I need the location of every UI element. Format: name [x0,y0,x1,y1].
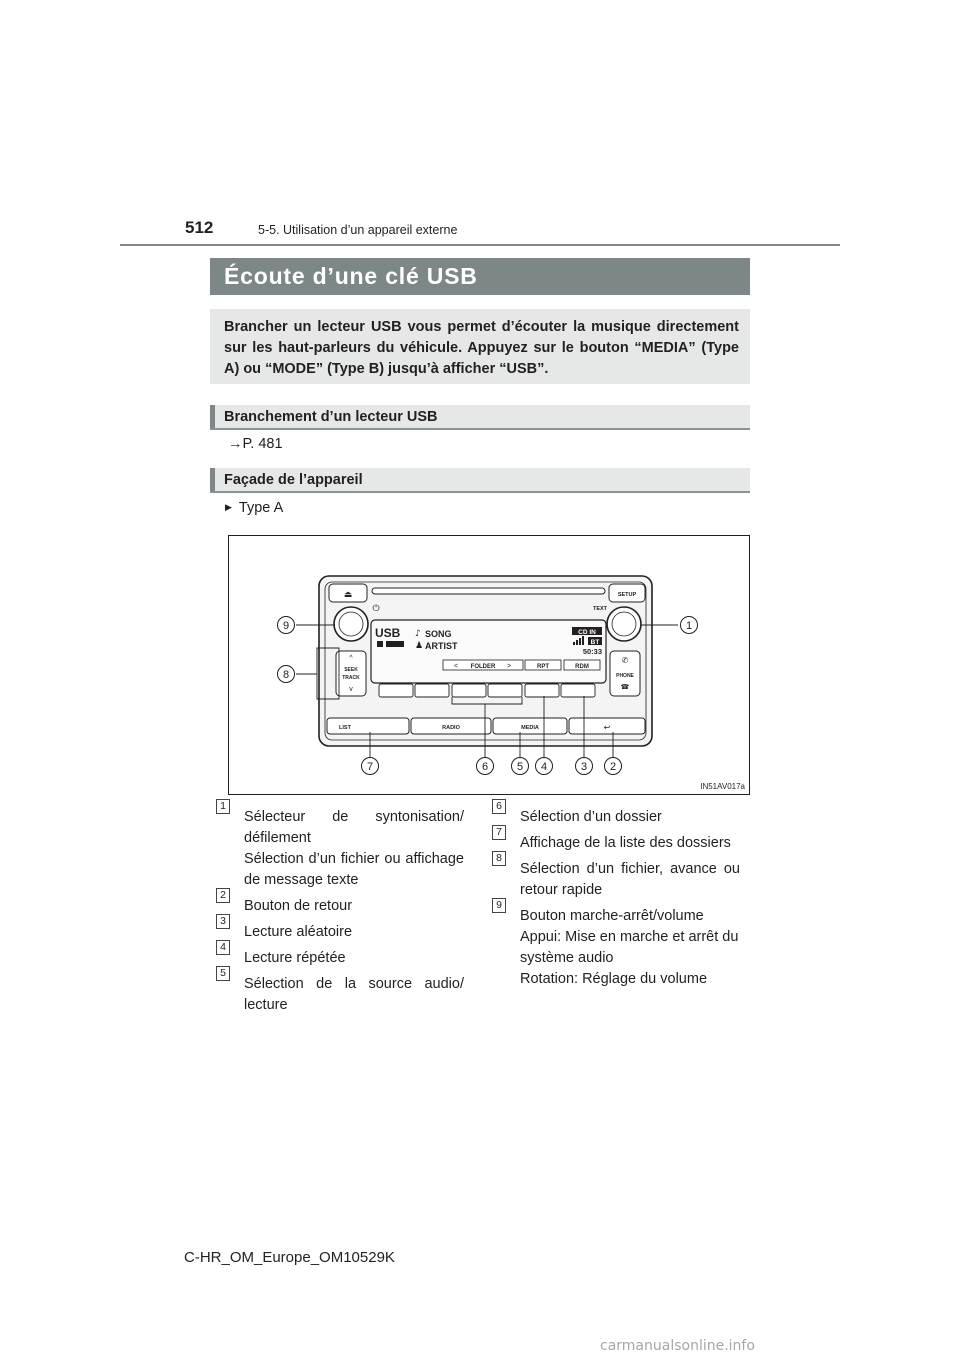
setup-label: SETUP [617,592,637,598]
subsection-title: Branchement d’un lecteur USB [224,409,438,425]
svg-text:5: 5 [516,761,524,773]
legend-text-line: Appui: Mise en marche et arrêt du [520,929,739,945]
radio-label: RADIO [442,725,460,731]
legend-text-line: de message texte [244,872,359,888]
power-icon: ⏻ [372,604,380,614]
callout-3 [576,758,593,775]
callout-6 [477,758,494,775]
callout-8 [278,666,295,683]
media-label: MEDIA [521,725,539,731]
hang-up-icon: ☎ [620,683,630,691]
legend-text-line: Bouton marche-arrêt/volume [520,908,704,924]
svg-text:3: 3 [580,761,588,773]
legend-text-line: Bouton de retour [244,898,353,914]
svg-text:2: 2 [609,761,617,773]
display-source: USB [375,626,401,640]
display-artist: ARTIST [425,641,458,651]
section-title: 5-5. Utilisation d’un appareil externe [258,223,458,237]
intro-text: Brancher un lecteur USB vous permet d’écouter la musique directement sur les haut-parleurs du véhicule. Appuyez sur le bouton “MEDIA” (Type A) ou “MODE” (Type B) jusqu’à afficher “USB”. [224,319,739,377]
page-number: 512 [185,218,214,237]
legend-text-line: lecture [244,997,288,1013]
eject-icon: ⏏ [343,590,353,600]
rpt-label: RPT [537,664,549,670]
rdm-label: RDM [575,664,589,670]
callout-4 [536,758,553,775]
legend-number: 7 [492,825,506,840]
legend-item [214,889,464,917]
callout-7 [362,758,379,775]
person-icon: ♟ [415,641,424,651]
track-label: TRACK [342,675,360,681]
legend-text-line: Sélection de la source audio/ [244,976,464,992]
legend-text-line: Sélecteur de syntonisation/ [244,809,464,825]
subsection-front-panel [210,468,750,493]
subsection-title: Façade de l’appareil [224,472,363,488]
watermark: carmanualsonline.info [600,1338,755,1354]
subsection-bar [210,405,215,428]
audio-unit-figure [228,535,750,795]
display-song: SONG [425,629,452,639]
legend-text-line: Sélection d’un fichier, avance ou [520,861,740,877]
folder-label: FOLDER [470,664,496,670]
svg-text:8: 8 [282,669,290,681]
legend-text-line: retour rapide [520,882,603,898]
legend-text-line: Sélection d’un dossier [520,809,662,825]
subsection-usb-connect [210,405,750,430]
legend-text-line: Lecture aléatoire [244,924,353,940]
legend-left [214,800,464,1021]
title-banner [210,258,750,295]
audio-unit-illustration [229,536,749,794]
legend-item [214,915,464,943]
legend-number: 8 [492,851,506,866]
usb-device-icon [377,641,383,647]
subsection-bar [210,468,215,491]
legend-number: 6 [492,799,506,814]
legend-item [214,941,464,969]
intro-box [210,309,750,384]
callout-1 [681,617,698,634]
legend-number: 5 [216,966,230,981]
callout-9 [278,617,295,634]
legend-item [490,899,740,990]
svg-text:4: 4 [540,761,548,773]
figure-code: IN51AV017a [700,782,745,791]
cd-slot [372,588,605,594]
phone-label: PHONE [616,673,634,679]
legend-item [214,967,464,1016]
legend-item [490,826,740,854]
legend-item [490,800,740,828]
triangle-bullet-icon: ▶ [225,502,232,512]
chevron-up-icon: ^ [349,655,353,662]
type-label-text: Type A [238,500,284,516]
back-icon: ↩ [603,723,611,732]
page-title: Écoute d’une clé USB [224,263,478,289]
list-label: LIST [339,725,351,731]
svg-text:9: 9 [282,620,290,632]
phone-icon: ✆ [621,656,629,665]
svg-text:1: 1 [685,620,693,632]
type-label [225,500,283,516]
svg-text:7: 7 [366,761,374,773]
legend-text-line: Sélection d’un fichier ou affichage [244,851,464,867]
display-time: 50:33 [582,647,602,656]
legend-number: 3 [216,914,230,929]
callout-2 [605,758,622,775]
legend-number: 4 [216,940,230,955]
header-rule [120,244,840,246]
legend-text-line: Lecture répétée [244,950,346,966]
cd-in-label: CD IN [578,629,596,636]
callout-5 [512,758,529,775]
legend-right [490,800,740,995]
svg-text:6: 6 [481,761,489,773]
legend-item [214,800,464,891]
legend-text-line: système audio [520,950,614,966]
legend-number: 9 [492,898,506,913]
legend-number: 2 [216,888,230,903]
legend-text-line: défilement [244,830,311,846]
chevron-left-icon: < [454,663,459,670]
seek-label: SEEK [344,667,358,673]
chevron-right-icon: > [507,663,512,670]
page-reference: →P. 481 [228,436,283,452]
legend-text-line: Affichage de la liste des dossiers [520,835,731,851]
music-note-icon: ♪ [415,629,421,639]
legend-text-line: Rotation: Réglage du volume [520,971,708,987]
legend-item [490,852,740,901]
display-screen [371,620,606,683]
chevron-down-icon: v [349,686,353,693]
legend-number: 1 [216,799,230,814]
footer-code: C-HR_OM_Europe_OM10529K [184,1249,395,1266]
text-button-label: TEXT [592,606,608,612]
bt-label: BT [590,639,600,646]
